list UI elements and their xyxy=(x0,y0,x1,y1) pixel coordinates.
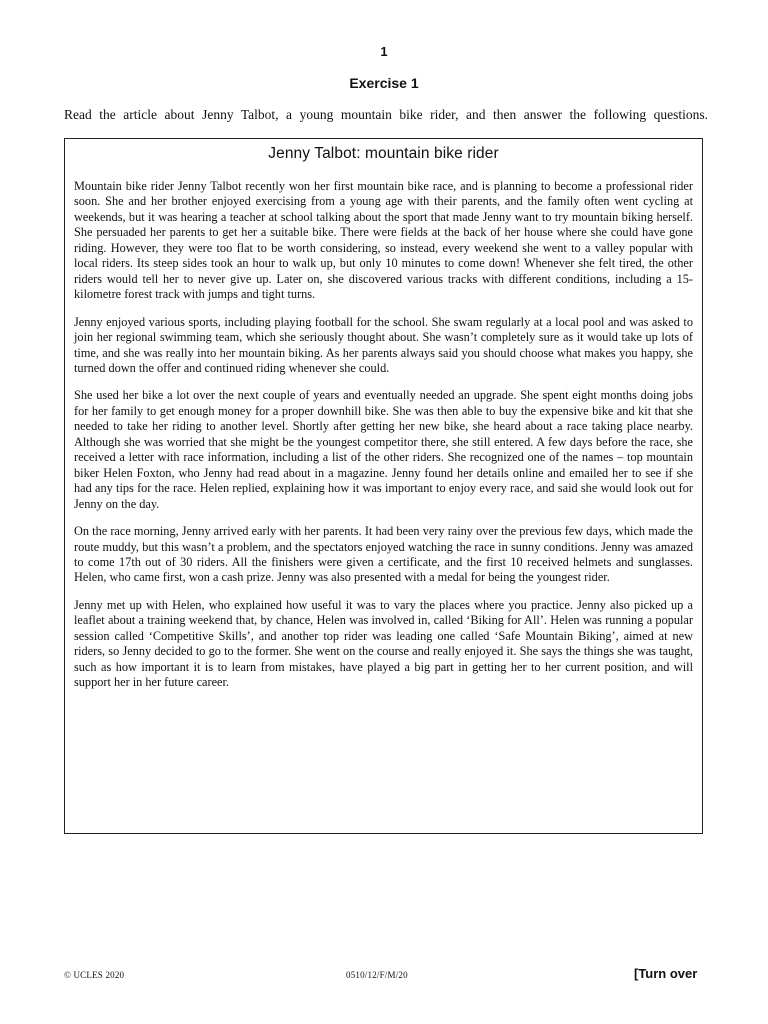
article-paragraph-2: Jenny enjoyed various sports, including playing football for the school. She swam regularly at a local pool and was asked to join her regional swimming team, which she seriously thought about. She wasn’t completely sure as it would take up lots of time, and she was really into her mountain biking. As her parents always said you should choose what makes you happy, she turned down the offer and continued riding whenever she could. xyxy=(74,314,693,375)
instructions-text: Read the article about Jenny Talbot, a young mountain bike rider, and then answer the following questions. xyxy=(64,107,708,122)
article-title: Jenny Talbot: mountain bike rider xyxy=(268,145,499,162)
article-paragraph-1: Mountain bike rider Jenny Talbot recently won her first mountain bike race, and is planning to become a professional rider soon. She and her brother enjoyed exercising from a young age with their parents, and the family often went cycling at weekends, but it was hearing a teacher at school talking about the sport that made Jenny want to try mountain biking herself. She persuaded her parents to get her a suitable bike. There were fields at the back of her house where she could have gone riding. However, they were too flat to be worth considering, so instead, every weekend she went to a valley popular with local riders. Its steep sides took an hour to walk up, but only 10 minutes to come down! Whenever she felt tired, the other riders would tell her to never give up. Later on, she discovered various tracks with different conditions, including a 15-kilometre forest track with jumps and tight turns. xyxy=(74,179,693,302)
article-paragraph-5: Jenny met up with Helen, who explained how useful it was to vary the places where you practice. Jenny also picked up a leaflet about a training weekend that, by chance, Helen was involved in, called ‘Biking for All’. Helen was running a popular session called ‘Competitive Skills’, and another top rider was leading one called ‘Safe Mountain Biking’, aimed at new riders, so Jenny decided to go to the former. She went on the course and really enjoyed it. She says the things she was taught, such as how important it is to learn from mistakes, have played a big part in getting her to her current position, and will support her in her future career. xyxy=(74,597,693,690)
footer-paper-code: 0510/12/F/M/20 xyxy=(346,970,408,980)
page-number: 1 xyxy=(380,44,388,59)
article-body xyxy=(74,179,693,703)
turn-over-label: [Turn over xyxy=(634,966,698,981)
article-paragraph-4: On the race morning, Jenny arrived early with her parents. It had been very rainy over the previous few days, which made the route muddy, but this wasn’t a problem, and the spectators enjoyed watching the race in sunny conditions. Jenny was amazed to come 17th out of 30 riders. All the finishers were given a certificate, and the first 10 received helmets and sunglasses. Helen, who came first, won a cash prize. Jenny was also presented with a medal for being the youngest rider. xyxy=(74,524,693,585)
article-paragraph-3: She used her bike a lot over the next couple of years and eventually needed an upgrade. She spent eight months doing jobs for her family to get enough money for a proper downhill bike. She was then able to buy the expensive bike and kit that she needed to take her riding to another level. Shortly after getting her new bike, she heard about a race taking place nearby. Although she was worried that she might be the youngest competitor there, she still entered. A few days before the race, she received a letter with race information, including a list of the other riders. She recognized one of the names – top mountain biker Helen Foxton, who Jenny had read about in a magazine. Jenny found her details online and emailed her to see if she had any tips for the race. Helen replied, explaining how it was important to enjoy every race, and said she would look out for Jenny on the day. xyxy=(74,388,693,511)
exercise-title: Exercise 1 xyxy=(349,75,419,91)
article-box xyxy=(64,138,703,834)
footer-copyright: © UCLES 2020 xyxy=(64,970,125,980)
